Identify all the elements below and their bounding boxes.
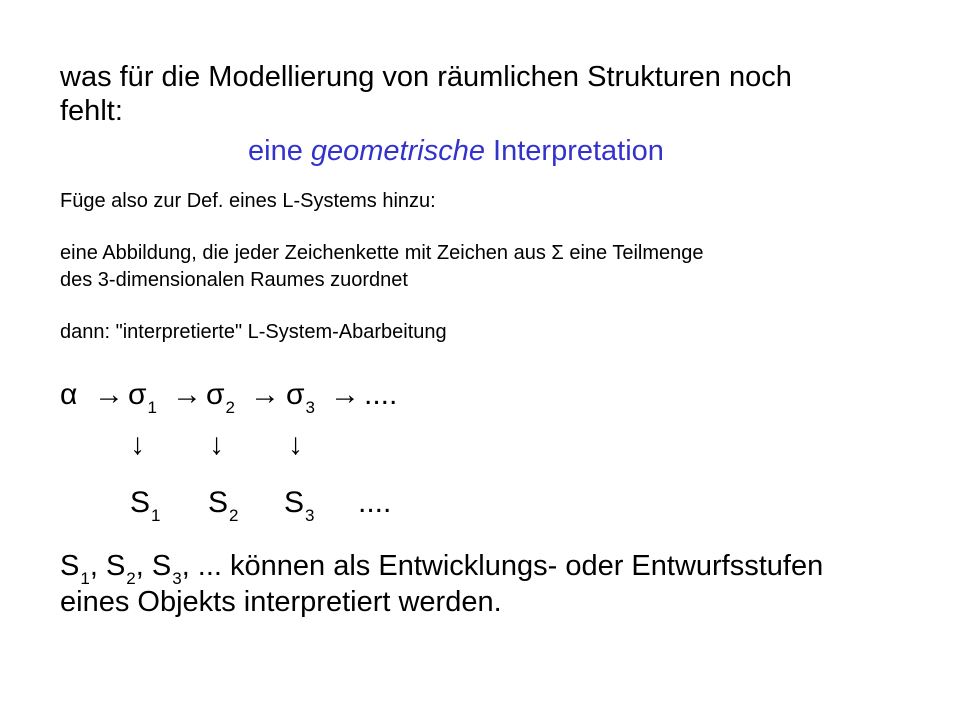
s-glyph: S (105, 550, 126, 582)
arrow-down-icon: ↓ (288, 428, 303, 461)
sigma-3 (286, 378, 315, 416)
sigma-2-subscript: 2 (225, 398, 235, 417)
s-row-ellipsis: .... (358, 486, 392, 519)
arrow-right-icon: → (250, 378, 280, 411)
s-glyph: S (151, 550, 172, 582)
s-3 (284, 486, 314, 524)
accent-prefix: eine (248, 135, 311, 167)
heading-line-1: was für die Modellierung von räumlichen Strukturen noch (60, 61, 792, 93)
conclusion-s-1-subscript: 1 (80, 569, 90, 588)
conclusion-line-2: eines Objekts interpretiert werden. (60, 586, 502, 618)
arrow-down-icon: ↓ (130, 428, 145, 461)
arrow-down-icon: ↓ (209, 428, 224, 461)
paragraph-2-text-a: eine Abbildung, die jeder Zeichenkette mit Zeichen aus (60, 242, 552, 264)
alpha-symbol: α (60, 378, 78, 411)
arrow-right-icon: → (172, 378, 202, 411)
s-2-subscript: 2 (229, 506, 239, 525)
conclusion-line-1 (60, 549, 823, 587)
paragraph-2-text-b: eine Teilmenge (563, 242, 704, 264)
s-2 (208, 486, 238, 524)
s-1-subscript: 1 (151, 506, 161, 525)
sigma-symbol: Σ (551, 242, 564, 264)
sequence-ellipsis: .... (364, 378, 398, 411)
conclusion-tail: , ... können als Entwicklungs- oder Entwurfsstufen (181, 550, 824, 582)
paragraph-3: dann: "interpretierte" L-System-Abarbeitung (60, 321, 447, 343)
sigma-2 (206, 378, 235, 416)
sigma-glyph: σ (128, 378, 147, 411)
paragraph-1: Füge also zur Def. eines L-Systems hinzu: (60, 190, 436, 212)
s-glyph: S (284, 486, 305, 519)
separator: , (135, 550, 152, 582)
conclusion-s-2-subscript: 2 (126, 569, 136, 588)
sigma-1-subscript: 1 (147, 398, 157, 417)
s-3-subscript: 3 (305, 506, 315, 525)
s-glyph: S (208, 486, 229, 519)
s-glyph: S (60, 550, 80, 582)
heading-line-2: fehlt: (60, 95, 123, 127)
sigma-3-subscript: 3 (305, 398, 315, 417)
conclusion-s-3-subscript: 3 (172, 569, 182, 588)
s-1 (130, 486, 160, 524)
sigma-1 (128, 378, 157, 416)
separator: , (89, 550, 106, 582)
paragraph-2-line-1 (60, 240, 704, 266)
sigma-glyph: σ (206, 378, 225, 411)
paragraph-2-line-2: des 3-dimensionalen Raumes zuordnet (60, 269, 408, 291)
accent-suffix: Interpretation (484, 135, 664, 167)
arrow-right-icon: → (330, 378, 360, 411)
arrow-right-icon: → (94, 378, 124, 411)
accent-line (248, 134, 664, 168)
sigma-glyph: σ (286, 378, 305, 411)
accent-emphasis: geometrische (310, 135, 485, 167)
s-glyph: S (130, 486, 151, 519)
